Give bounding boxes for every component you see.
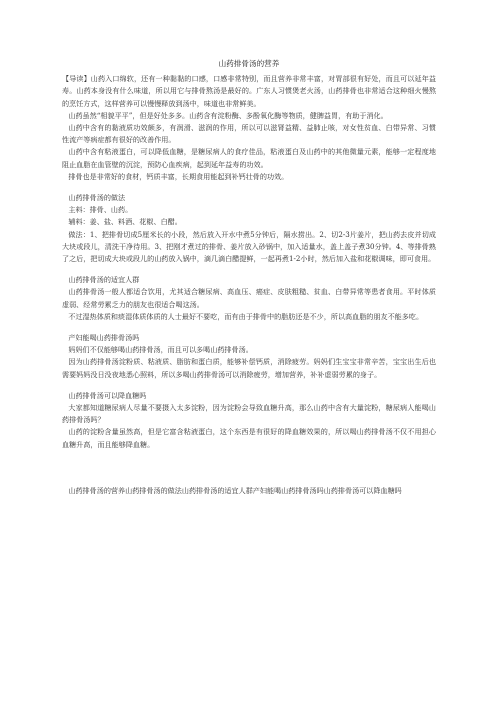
body-paragraph: 因为山药排骨汤淀粉质、粘液质、脂肪和蛋白质，能够补偿钙质，消除疲劳。妈妈们生宝宝非常辛苦，宝宝出生后也需要妈妈没日没夜地悉心照料，所以多喝山药排骨汤可以消除疲劳，增加营养，补补虚弱劳累的身子。 (62, 357, 436, 379)
body-paragraph: 山药的淀粉含量虽然高，但是它富含粘液蛋白，这个东西是有很好的降血糖效果的，所以喝山药排骨汤不仅不用担心血糖升高，而且能够降血糖。 (62, 427, 436, 449)
body-paragraph: 山药中含有粘液蛋白，可以降低血糖，是糖尿病人的食疗佳品，粘液蛋白及山药中的其他微量元素，能够一定程度地阻止血脂在血管壁的沉淀，预防心血疾病，起到延年益寿的功效。 (62, 147, 436, 169)
footer-keywords: 山药排骨汤的营养山药排骨汤的做法山药排骨汤的适宜人群产妇能喝山药排骨汤吗山药排骨汤可以降血糖吗 (68, 485, 402, 495)
body-paragraph: 大家都知道糖尿病人尽量不要摄入太多淀粉，因为淀粉会导致血糖升高，那么山药中含有大量淀粉，糖尿病人能喝山药排骨汤吗？ (62, 403, 436, 425)
body-paragraph: 不过湿热体质和痰湿体质体质的人士最好不要吃，而有由于排骨中的脂肪还是不少，所以高血脂的朋友不能多吃。 (68, 311, 424, 321)
section-heading-sugar: 山药排骨汤可以降血糖吗 (68, 390, 147, 400)
method-steps: 做法：1、把排骨切成5厘米长的小段，然后放入开水中煮5分钟后，隔水捞出。2、切2-3片姜片，把山药去皮并切成大块或段儿，清洗干净待用。3、把刚才煮过的排骨、姜片放入砂锅中，加入适量水，盖上盖子煮30分钟。4、等排骨熟了之后，把切成大块或段儿的山药放入锅中，滴几滴白醋提鲜，一起再煮1-2小时，然后加入盐和花椒调味，即可食用。 (62, 229, 436, 264)
body-paragraph: 妈妈们不仅能够喝山药排骨汤，而且可以多喝山药排骨汤。 (68, 345, 253, 355)
body-paragraph: 山药虽然“相貌平平”，但是好处多多。山药含有淀粉酶、多酚氧化酶等物质，健脾益胃，有助于消化。 (68, 110, 388, 120)
body-paragraph: 山药中含有的黏液质功效颇多，有润滑、滋润的作用，所以可以滋肾益精、益肺止咳，对女性贫血、白带异常、习惯性流产等病症都有很好的改善作用。 (62, 123, 436, 145)
method-aux-ingredients: 辅料：姜、盐、料酒、花椒、白醋。 (68, 217, 182, 227)
document-page (62, 58, 436, 497)
method-main-ingredients: 主料：排骨、山药。 (68, 205, 133, 215)
section-heading-pregnant: 产妇能喝山药排骨汤吗 (68, 333, 140, 343)
section-heading-crowd: 山药排骨汤的适宜人群 (68, 275, 140, 285)
body-paragraph: 排骨也是非常好的食材，钙质丰富，长期食用能起到补钙壮骨的功效。 (68, 171, 289, 181)
section-heading-method: 山药排骨汤的做法 (68, 193, 126, 203)
intro-paragraph: 【导读】山药入口绵软，还有一种黏黏的口感，口感非常特别，而且营养非常丰富，对胃部很有好处，而且可以延年益寿。山药本身没有什么味道，所以用它与排骨熬汤是最好的。广东人习惯煲老火汤，山药排骨也非常适合这种细火慢熬的烹饪方式，这样营养可以慢慢释放到汤中，味道也非常鲜美。 (62, 74, 436, 108)
document-title: 山药排骨汤的营养 (218, 59, 280, 68)
body-paragraph: 山药排骨汤一般人都适合饮用，尤其适合糖尿病、高血压、癌症、皮肤粗糙、贫血、白带异常等患者食用。平时体质虚弱、经常劳累乏力的朋友也很适合喝这汤。 (62, 287, 436, 309)
